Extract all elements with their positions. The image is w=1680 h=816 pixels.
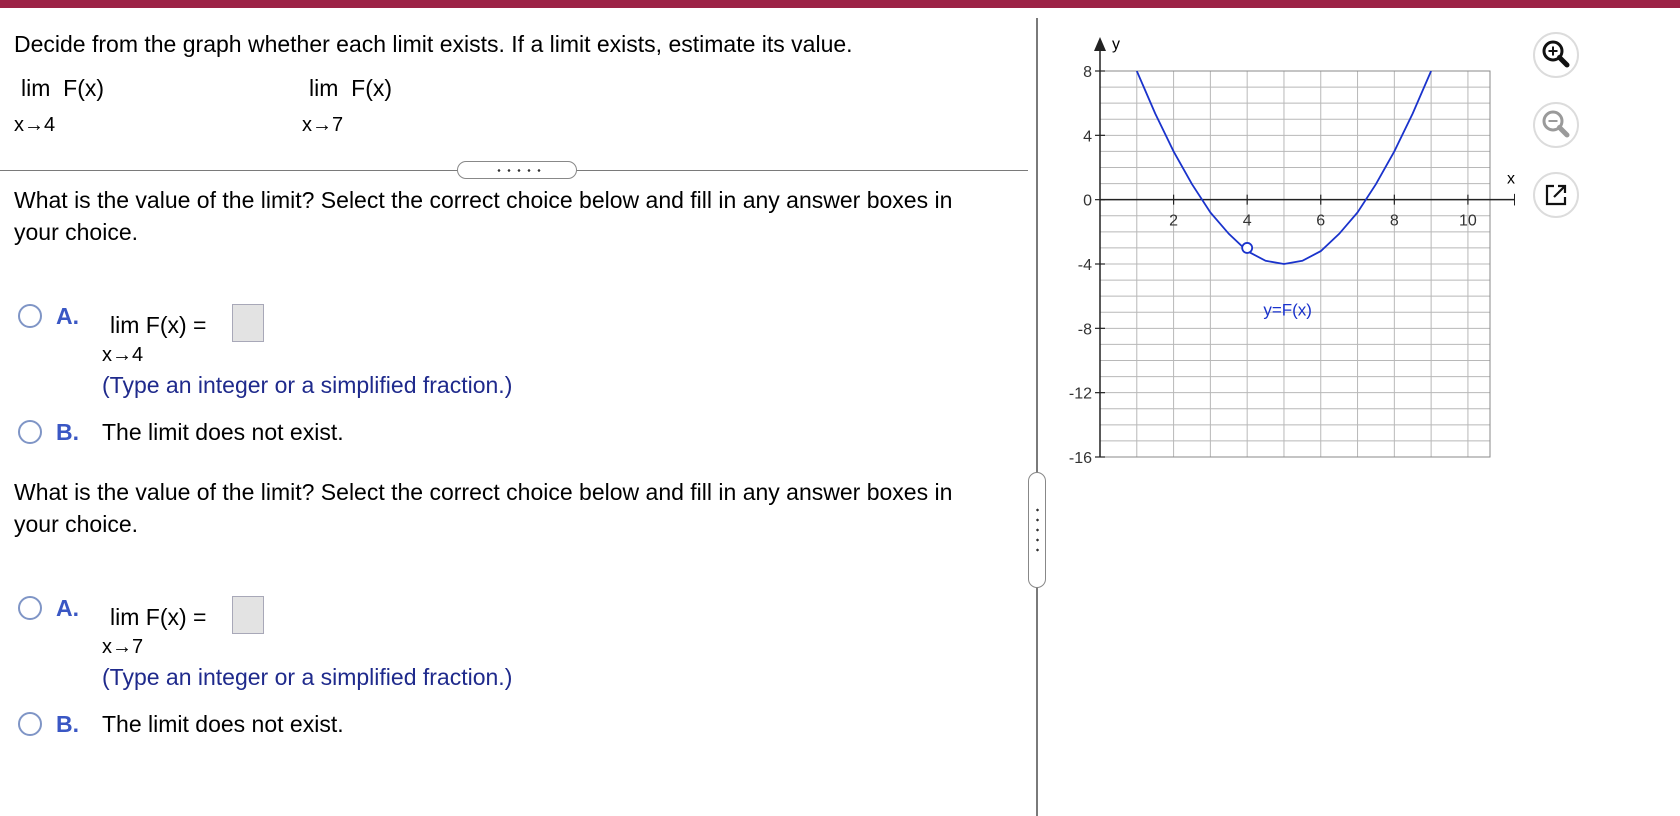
limit-expression-1	[21, 75, 104, 102]
choice-letter: B.	[56, 711, 79, 737]
limit-expression-2	[309, 75, 392, 102]
ellipsis-icon	[494, 169, 542, 172]
ellipsis-icon	[1036, 505, 1039, 557]
zoom-in-icon	[1535, 34, 1577, 76]
radio-button[interactable]	[18, 712, 42, 736]
zoom-out-button[interactable]	[1533, 102, 1579, 148]
y-tick-label: 0	[1083, 192, 1092, 210]
answer-hint: (Type an integer or a simplified fraction.)	[102, 664, 513, 690]
limit-function: lim F(x)	[21, 75, 105, 101]
answer-box[interactable]	[232, 304, 264, 342]
x-axis-label: x	[1507, 170, 1515, 188]
limit-subscript-2	[302, 110, 343, 137]
y-tick-label: -16	[1068, 450, 1092, 467]
limit-label: lim F(x) =	[110, 604, 207, 630]
y-tick-label: -4	[1077, 257, 1092, 274]
limit-approach: x→7	[302, 114, 344, 136]
choice-letter: A.	[56, 595, 79, 621]
resize-handle[interactable]	[1028, 472, 1046, 588]
y-tick-label: -8	[1077, 321, 1092, 339]
choice-text: The limit does not exist.	[102, 711, 344, 737]
zoom-in-button[interactable]	[1533, 32, 1579, 78]
limit-label: lim F(x) =	[110, 312, 207, 338]
x-axis-arrow	[1514, 194, 1515, 206]
x-tick-label: 2	[1169, 212, 1179, 230]
limit-approach: x→4	[14, 114, 56, 136]
open-point	[1242, 243, 1252, 253]
x-tick-label: 6	[1316, 212, 1326, 230]
choice-letter: B.	[56, 419, 79, 445]
series-label: y=F(x)	[1263, 300, 1312, 320]
y-tick-label: 4	[1083, 128, 1092, 146]
graph-of-f	[1055, 30, 1515, 470]
question-prompt: Decide from the graph whether each limit exists. If a limit exists, estimate its value.	[14, 31, 853, 57]
answer-box[interactable]	[232, 596, 264, 634]
y-tick-label: -12	[1068, 385, 1092, 403]
limit-function: lim F(x)	[309, 75, 393, 101]
choice-text: The limit does not exist.	[102, 419, 344, 445]
zoom-out-icon	[1535, 104, 1577, 146]
top-bar	[0, 0, 1680, 8]
y-axis-label: y	[1112, 36, 1120, 53]
choice-letter: A.	[56, 303, 79, 329]
expand-handle[interactable]	[457, 161, 577, 179]
y-axis-arrow	[1094, 37, 1106, 51]
answer-hint: (Type an integer or a simplified fraction.)	[102, 372, 513, 398]
x-tick-label: 10	[1459, 212, 1477, 230]
limit-approach: x→7	[102, 636, 144, 658]
part-2-question: What is the value of the limit? Select the correct choice below and fill in any answer boxes in your choice.	[14, 479, 953, 537]
y-tick-label: 8	[1083, 64, 1092, 81]
limit-subscript-1	[14, 110, 55, 137]
x-tick-label: 8	[1389, 212, 1399, 230]
radio-button[interactable]	[18, 304, 42, 328]
radio-button[interactable]	[18, 420, 42, 444]
part-1-question: What is the value of the limit? Select the correct choice below and fill in any answer boxes in your choice.	[14, 187, 953, 245]
x-tick-label: 4	[1242, 212, 1252, 230]
radio-button[interactable]	[18, 596, 42, 620]
limit-approach: x→4	[102, 344, 144, 366]
vertical-divider	[1036, 18, 1038, 816]
popout-icon	[1535, 174, 1577, 216]
question-panel	[0, 8, 1030, 816]
popout-button[interactable]	[1533, 172, 1579, 218]
